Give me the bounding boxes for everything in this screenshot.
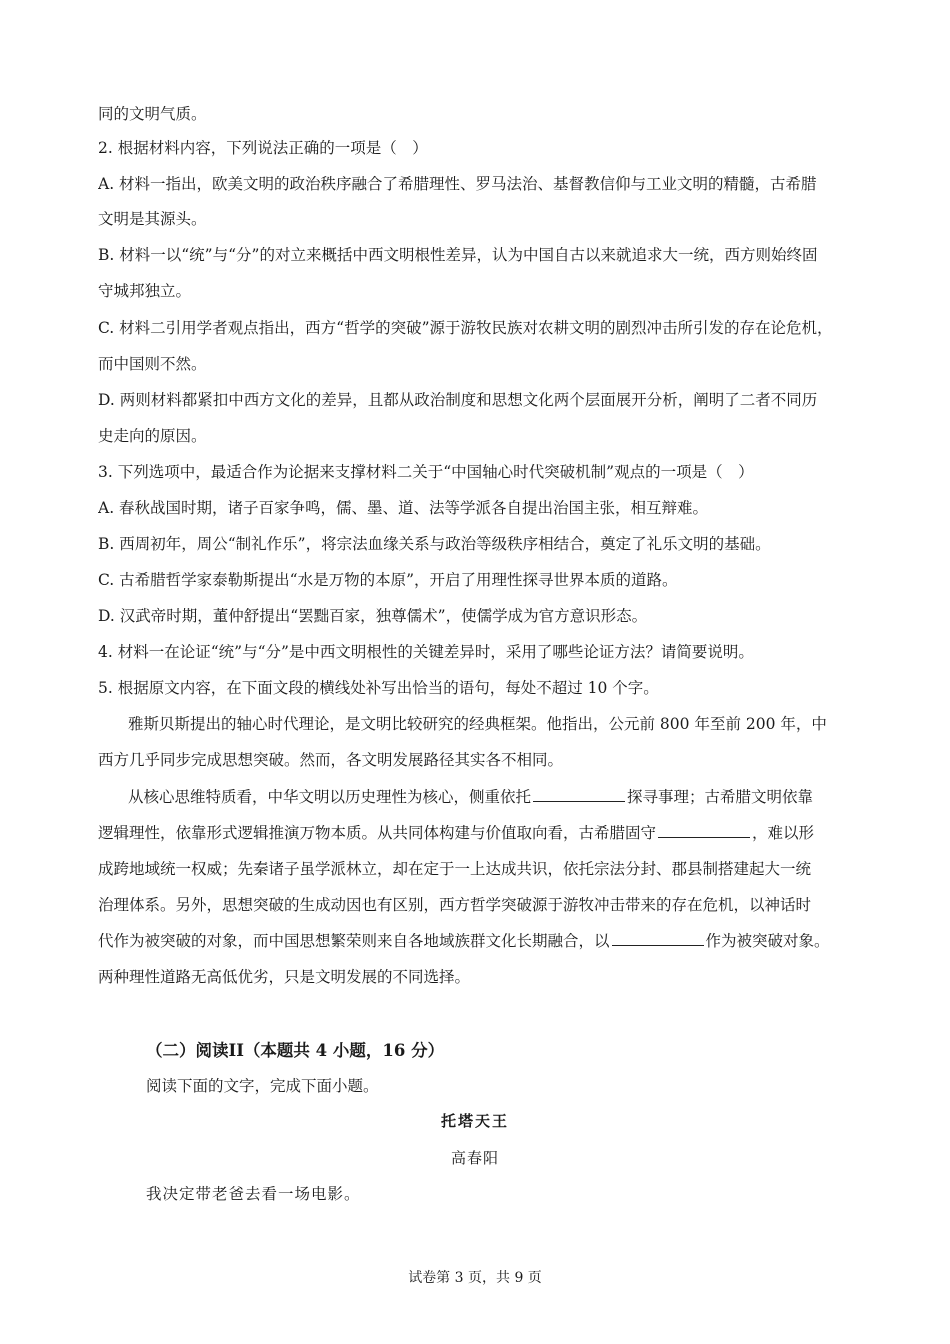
passage-line: 两种理性道路无高低优劣，只是文明发展的不同选择。	[98, 968, 471, 986]
option-line: D. 两则材料都紧扣中西方文化的差异，且都从政治制度和思想文化两个层面展开分析，阐明了二者不同历	[98, 391, 818, 409]
story-title: 托塔天王	[440, 1112, 509, 1130]
passage-line: 西方几乎同步完成思想突破。然而，各文明发展路径其实各不相同。	[98, 751, 564, 769]
option-line: 文明是其源头。	[98, 210, 207, 228]
option-line: B. 材料一以“统”与“分”的对立来概括中西文明根性差异，认为中国自古以来就追求大一统，西方则始终固	[98, 246, 818, 264]
fill-blank-3[interactable]	[612, 931, 704, 946]
option-line: C. 材料二引用学者观点指出，西方“哲学的突破”源于游牧民族对农耕文明的剧烈冲击所引发的存在论危机，	[98, 319, 833, 337]
passage-text: 代作为被突破的对象，而中国思想繁荣则来自各地域族群文化长期融合，以	[98, 932, 610, 950]
option-line: A. 春秋战国时期，诸子百家争鸣，儒、墨、道、法等学派各自提出治国主张，相互辩难。	[98, 499, 709, 517]
option-line: B. 西周初年，周公“制礼作乐”，将宗法血缘关系与政治等级秩序相结合，奠定了礼乐文明的基础。	[98, 535, 771, 553]
section-heading: （二）阅读II（本题共 4 小题，16 分）	[146, 1041, 445, 1060]
passage-line: 雅斯贝斯提出的轴心时代理论，是文明比较研究的经典框架。他指出，公元前 800 年至前 200 年，中	[128, 715, 827, 733]
fill-paragraph-line	[98, 823, 858, 843]
option-line: D. 汉武帝时期，董仲舒提出“罢黜百家，独尊儒术”，使儒学成为官方意识形态。	[98, 607, 648, 625]
text-line: 同的文明气质。	[98, 105, 207, 123]
fill-paragraph-line	[98, 931, 858, 951]
story-first-line: 我决定带老爸去看一场电影。	[146, 1185, 361, 1203]
fill-blank-2[interactable]	[658, 823, 750, 838]
option-line: C. 古希腊哲学家泰勒斯提出“水是万物的本原”，开启了用理性探寻世界本质的道路。	[98, 571, 678, 589]
page-footer: 试卷第 3 页，共 9 页	[408, 1270, 542, 1286]
passage-line: 成跨地域统一权威；先秦诸子虽学派林立，却在定于一上达成共识，依托宗法分封、郡县制搭建起大一统	[98, 860, 812, 878]
passage-text: 从核心思维特质看，中华文明以历史理性为核心，侧重依托	[128, 788, 532, 806]
fill-paragraph-line	[128, 787, 888, 807]
passage-text: 逻辑理性，依靠形式逻辑推演万物本质。从共同体构建与价值取向看，古希腊固守	[98, 824, 657, 842]
passage-text: ，难以形	[752, 824, 815, 842]
story-author: 高春阳	[450, 1149, 499, 1167]
question-4: 4. 材料一在论证“统”与“分”是中西文明根性的关键差异时，采用了哪些论证方法？请简要说明。	[98, 643, 754, 661]
option-line: A. 材料一指出，欧美文明的政治秩序融合了希腊理性、罗马法治、基督教信仰与工业文明的精髓，古希腊	[98, 175, 817, 193]
passage-text: 作为被突破对象。	[705, 932, 830, 950]
passage-text: 探寻事理；古希腊文明依靠	[627, 788, 814, 806]
question-2: 2. 根据材料内容，下列说法正确的一项是（ ）	[98, 139, 428, 157]
section-intro: 阅读下面的文字，完成下面小题。	[146, 1077, 379, 1095]
passage-line: 治理体系。另外，思想突破的生成动因也有区别，西方哲学突破源于游牧冲击带来的存在危机，以神话时	[98, 896, 812, 914]
option-line: 而中国则不然。	[98, 355, 207, 373]
question-3: 3. 下列选项中，最适合作为论据来支撑材料二关于“中国轴心时代突破机制”观点的一项是（ ）	[98, 463, 754, 481]
fill-blank-1[interactable]	[533, 787, 625, 802]
option-line: 史走向的原因。	[98, 427, 207, 445]
option-line: 守城邦独立。	[98, 282, 192, 300]
question-5: 5. 根据原文内容，在下面文段的横线处补写出恰当的语句，每处不超过 10 个字。	[98, 679, 659, 697]
